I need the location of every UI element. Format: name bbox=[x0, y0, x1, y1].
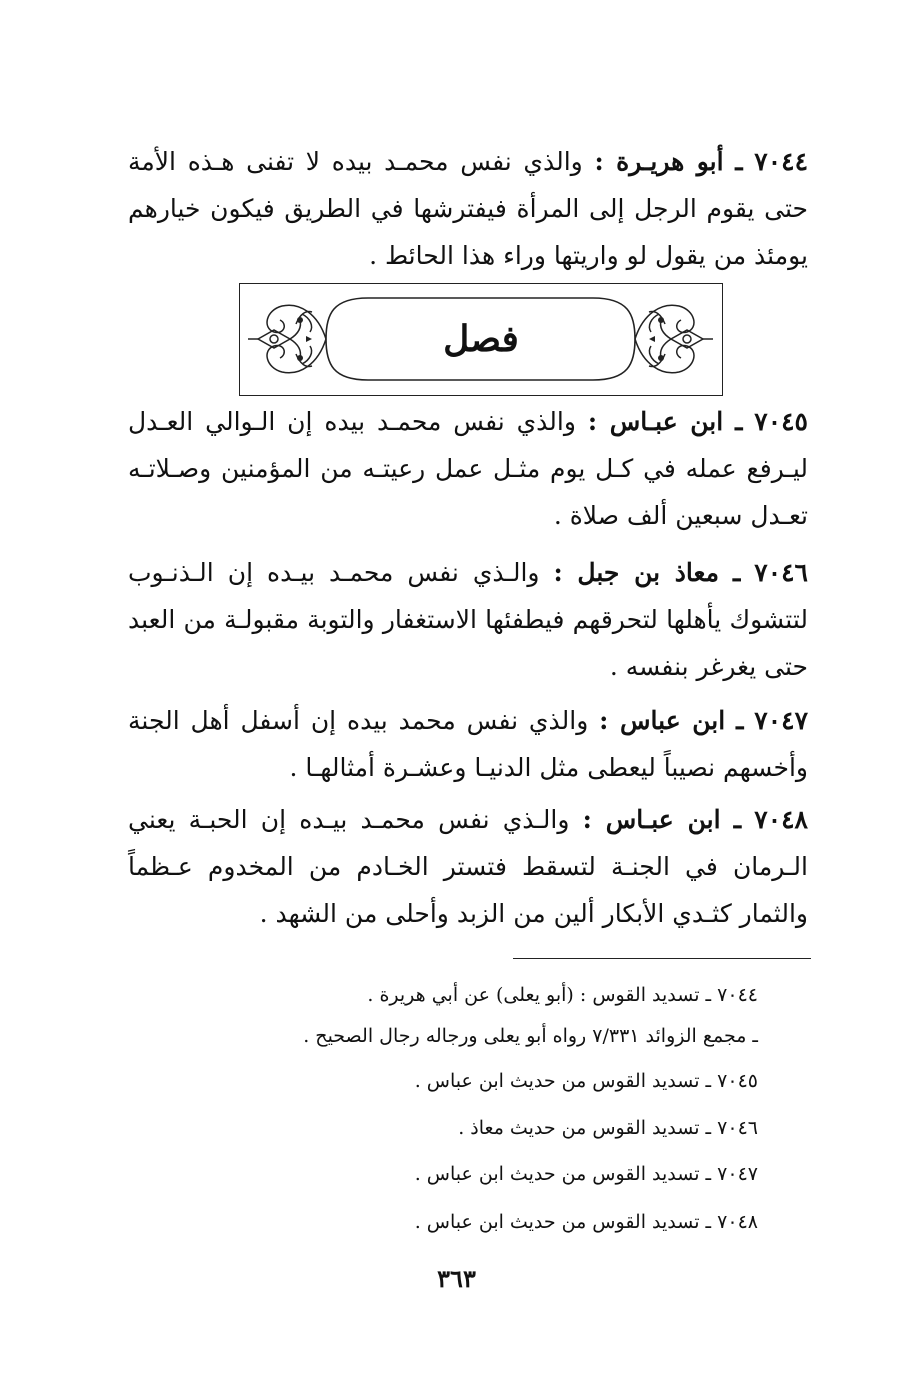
dash: ـ bbox=[732, 558, 741, 587]
entry-text: والـذي نفس محمـد بيـده إن الـذنـوب لتتشوك يأهلها لتحرقهم فيطفئها الاستغفار والتوبة مقبولـة من العبد حتى يغرغر بنفسه . bbox=[128, 558, 808, 681]
entry-number: ٧٠٤٥ bbox=[754, 407, 808, 436]
footnote: ٧٠٤٨ ـ تسديد القوس من حديث ابن عباس . bbox=[414, 1211, 758, 1233]
entry-text: والذي نفس محمد بيده إن أسفل أهل الجنة وأخسهم نصيباً ليعطى مثل الدنيـا وعشـرة أمثالهـا . bbox=[128, 706, 808, 782]
entry-text: والذي نفس محمـد بيده إن الـوالي العـدل ليـرفع عمله في كـل يوم مثـل عمل رعيتـه من المؤمنين وصـلاتـه تعـدل سبعين ألف صلاة . bbox=[128, 407, 808, 530]
section-heading: فصل bbox=[443, 318, 519, 360]
entry-narrator: ابن عباس : bbox=[599, 706, 726, 735]
entry-number: ٧٠٤٤ bbox=[754, 147, 809, 176]
dash: ـ bbox=[736, 706, 744, 735]
entry-narrator: ابن عبـاس : bbox=[582, 805, 721, 834]
page-number: ٣٦٣ bbox=[437, 1264, 476, 1293]
dash: ـ bbox=[735, 407, 743, 436]
dash: ـ bbox=[735, 147, 743, 176]
hadith-entry-7048 bbox=[128, 796, 808, 937]
footnote: ٧٠٤٧ ـ تسديد القوس من حديث ابن عباس . bbox=[414, 1163, 758, 1185]
hadith-entry-7046 bbox=[128, 549, 808, 690]
entry-text: والـذي نفس محمـد بيـده إن الحبـة يعني الـرمان في الجنـة لتسقط فتستر الخـادم من المخدوم عـظماً والثمار كثـدي الأبكار ألين من الزبد وأحلى من الشهد . bbox=[128, 805, 808, 928]
entry-text: والذي نفس محمـد بيده لا تفنى هـذه الأمة حتى يقوم الرجل إلى المرأة فيفترشها في الطريق فيكون خيارهم يومئذ من يقول لو واريتها وراء هذا الحائط . bbox=[128, 147, 808, 270]
entry-narrator: أبو هريـرة : bbox=[594, 147, 724, 176]
entry-narrator: ابن عبـاس : bbox=[587, 407, 724, 436]
hadith-entry-7044 bbox=[128, 138, 808, 279]
footnote-separator bbox=[513, 958, 811, 959]
hadith-entry-7045 bbox=[128, 398, 808, 539]
entry-number: ٧٠٤٦ bbox=[754, 558, 808, 587]
dash: ـ bbox=[733, 805, 742, 834]
footnote: ٧٠٤٦ ـ تسديد القوس من حديث معاذ . bbox=[458, 1117, 758, 1139]
section-heading-frame bbox=[239, 283, 723, 396]
entry-number: ٧٠٤٨ bbox=[754, 805, 808, 834]
footnote: ٧٠٤٤ ـ تسديد القوس : (أبو يعلى) عن أبي هريرة . bbox=[367, 984, 758, 1006]
footnote: ٧٠٤٥ ـ تسديد القوس من حديث ابن عباس . bbox=[414, 1070, 758, 1092]
hadith-entry-7047 bbox=[128, 697, 808, 791]
entry-number: ٧٠٤٧ bbox=[754, 706, 809, 735]
entry-narrator: معاذ بن جبل : bbox=[553, 558, 719, 587]
footnote: ـ مجمع الزوائد ٧/٣٣١ رواه أبو يعلى ورجاله رجال الصحيح . bbox=[303, 1025, 758, 1047]
